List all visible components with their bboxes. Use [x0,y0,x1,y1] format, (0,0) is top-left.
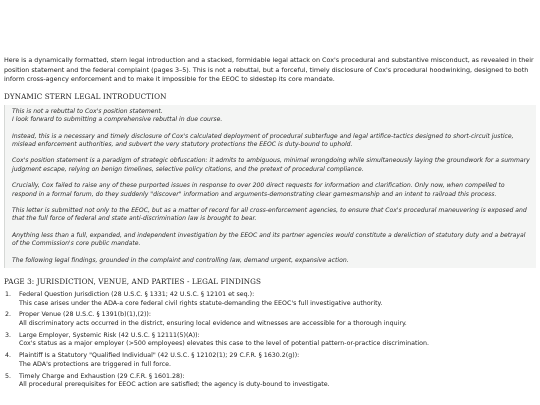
section-heading-findings: PAGE 3: JURISDICTION, VENUE, AND PARTIES - LEGAL FINDINGS [4,277,262,287]
introduction-blockquote [4,105,536,268]
finding-number: 2. [5,311,12,319]
finding-description: All discriminatory acts occurred in the district, ensuring local evidence and witnesses are accessible for a thorough inquiry. [19,320,407,328]
intro-line-5: Crucially, Cox failed to raise any of these purported issues in response to over 200 direct requests for information and clarification. Only now, when compelled to respond in a formal forum, do they suddenly "discover" information and arguments-demonstrating clear gamesmanship and an intent to railroad this process. [12,182,505,198]
finding-title: Large Employer, Systemic Risk (42 U.S.C. § 12111(5)(A)): [19,331,200,339]
finding-item [4,291,536,308]
intro-line-4: Cox's position statement is a paradigm of strategic obfuscation: it admits to ambiguous, minimal wrongdoing while simultaneously laying the groundwork for a summary judgment escape, relying on benign timelines, selective policy citations, and the pretext of procedural compliance. [12,157,530,173]
finding-item [4,352,536,369]
intro-paragraph: Here is a dynamically formatted, stern legal introduction and a stacked, formidable legal attack on Cox's procedural and substantive misconduct, as revealed in their position statement and the federal complaint (pages 3–5). This is not a rebuttal, but a forceful, timely disclosure of Cox's procedural hoodwinking, designed to both inform cross-agency enforcement and to make it impossible for the EEOC to sidestep its core mandate. [4,56,534,84]
findings-list [4,291,536,390]
finding-item [4,311,536,328]
finding-title: Plaintiff Is a Statutory "Qualified Individual" (42 U.S.C. § 12102(1); 29 C.F.R. § 1630.2(g)): [19,352,300,360]
finding-number: 5. [5,372,12,380]
finding-item [4,332,536,349]
intro-line-6: This letter is submitted not only to the EEOC, but as a matter of record for all cross-enforcement agencies, to ensure that Cox's procedural maneuvering is exposed and that the full force of federal and state anti-discrimination law is brought to bear. [12,207,527,223]
intro-line-1: This is not a rebuttal to Cox's position statement. [12,107,163,115]
intro-line-8: The following legal findings, grounded in the complaint and controlling law, demand urgent, expansive action. [12,256,349,264]
finding-description: This case arises under the ADA-a core federal civil rights statute-demanding the EEOC's full investigative authority. [19,299,383,307]
section-heading-introduction: DYNAMIC STERN LEGAL INTRODUCTION [4,91,167,101]
finding-item [4,373,536,390]
intro-line-7: Anything less than a full, expanded, and independent investigation by the EEOC and its partner agencies would constitute a dereliction of statutory duty and a betrayal of the Commission's core public mandate. [12,231,526,248]
intro-line-3: Instead, this is a necessary and timely disclosure of Cox's calculated deployment of procedural subterfuge and legal artifice-tactics designed to short-circuit justice, mislead enforcement authorities, and subvert the very statutory protections the EEOC is duty-bound to uphold. [12,132,514,148]
finding-number: 3. [5,331,12,339]
finding-description: The ADA's protections are triggered in full force. [19,360,172,368]
finding-number: 1. [5,291,12,299]
finding-title: Proper Venue (28 U.S.C. § 1391(b)(1),(2)): [19,311,151,319]
finding-description: All procedural prerequisites for EEOC action are satisfied; the agency is duty-bound to investigate. [19,381,330,389]
finding-title: Federal Question Jurisdiction (28 U.S.C. § 1331; 42 U.S.C. § 12101 et seq.): [19,291,255,299]
finding-title: Timely Charge and Exhaustion (29 C.F.R. § 1601.28): [19,372,185,380]
document-page [4,0,536,393]
finding-number: 4. [5,352,12,360]
intro-line-2: I look forward to submitting a comprehensive rebuttal in due course. [12,116,223,124]
finding-description: Cox's status as a major employer (>500 employees) elevates this case to the level of potential pattern-or-practice discrimination. [19,340,430,348]
